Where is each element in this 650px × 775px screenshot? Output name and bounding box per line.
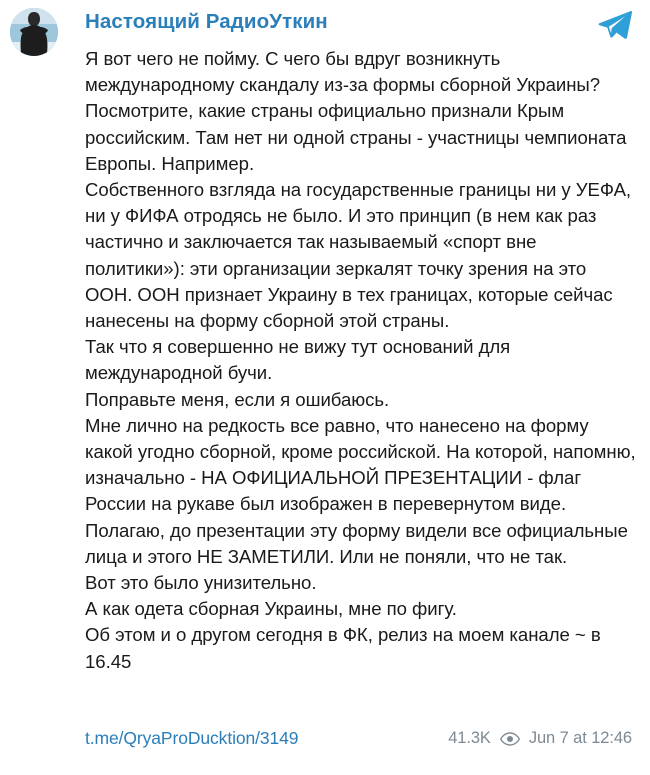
post-header (85, 10, 638, 40)
post-paragraph: Мне лично на редкость все равно, что нанесено на форму какой угодно сборной, кроме российской. На которой, напомню, изначально - НА ОФИЦИАЛЬНОЙ ПРЕЗЕНТАЦИИ - флаг России на рукаве был изображен в перевернутом виде. Полагаю, до презентации эту форму видели все официальные лица и этого НЕ ЗАМЕТИЛИ. Или не поняли, что не так. (85, 414, 636, 567)
avatar[interactable] (10, 8, 58, 56)
post-paragraph: Поправьте меня, если я ошибаюсь. (85, 388, 390, 410)
avatar-image (10, 8, 58, 56)
telegram-icon[interactable] (598, 10, 632, 40)
post-paragraph: Я вот чего не пойму. С чего бы вдруг возникнуть международному скандалу из-за формы сборной Украины? (85, 48, 601, 96)
post-paragraph: Вот это было унизительно. (85, 572, 317, 594)
post-footer (85, 728, 632, 749)
post-permalink[interactable]: t.me/QryaProDucktion/3149 (85, 728, 299, 748)
post-paragraph: А как одета сборная Украины, мне по фигу. (85, 598, 457, 620)
post-content (85, 10, 638, 675)
channel-name[interactable]: Настоящий РадиоУткин (85, 10, 328, 33)
post-paragraph: Посмотрите, какие страны официально признали Крым российским. Там нет ни одной страны - участницы чемпионата Европы. Например. (85, 100, 627, 174)
view-count: 41.3K (448, 729, 491, 747)
post-date: Jun 7 at 12:46 (528, 729, 632, 747)
eye-icon (500, 732, 520, 746)
post-paragraph: Так что я совершенно не вижу тут оснований для международной бучи. (85, 336, 511, 384)
post-meta (448, 729, 632, 748)
post-body (85, 46, 638, 675)
post-paragraph: Собственного взгляда на государственные границы ни у УЕФА, ни у ФИФА отродясь не было. И это принцип (в нем как раз частично и заключается так называемый «спорт вне политики»): эти организации зеркалят точку зрения на это ООН. ООН признает Украину в тех границах, которые сейчас нанесены на форму сборной этой страны. (85, 179, 632, 332)
post-paragraph: Об этом и о другом сегодня в ФК, релиз на моем канале ~ в 16.45 (85, 624, 601, 672)
